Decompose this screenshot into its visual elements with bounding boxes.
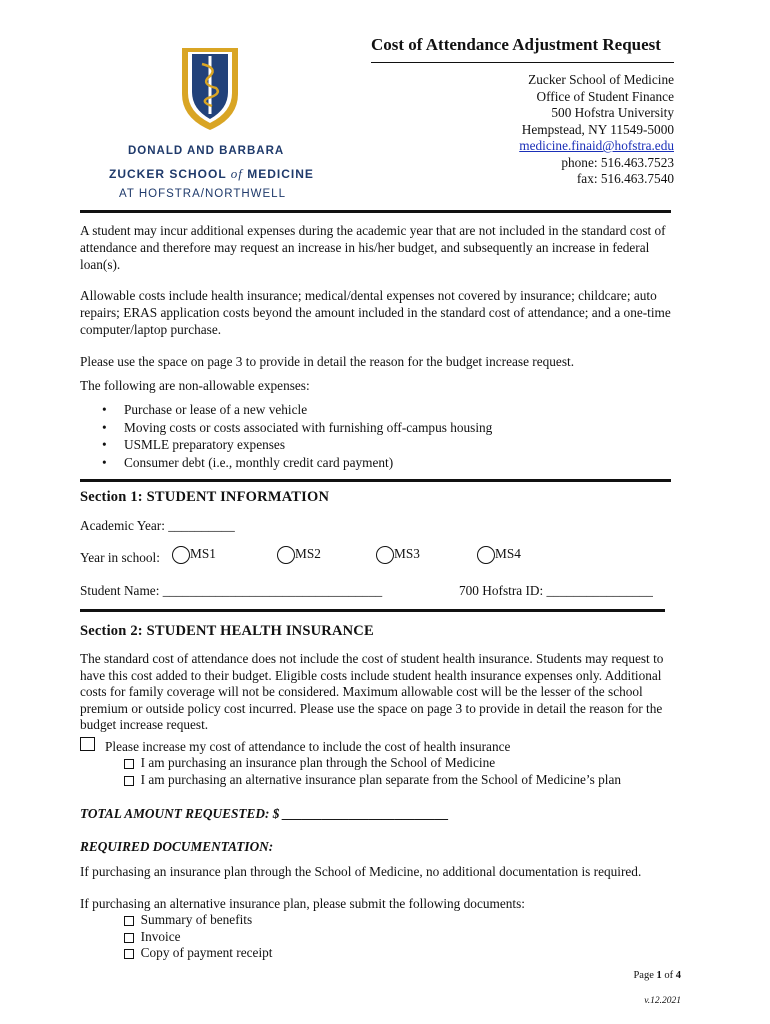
doc-label: Summary of benefits	[140, 912, 253, 927]
health-insurance-label: Please increase my cost of attendance to include the cost of health insurance	[105, 739, 511, 754]
checkbox[interactable]	[124, 759, 134, 769]
hofstra-id-field[interactable]: 700 Hofstra ID: ________________	[459, 583, 653, 598]
logo-line2-of: of	[230, 166, 243, 181]
section2-divider	[80, 609, 665, 612]
option-school-plan[interactable]	[124, 755, 495, 771]
page-of: of	[661, 970, 676, 981]
address-street: 500 Hofstra University	[551, 105, 674, 120]
address-office: Office of Student Finance	[536, 88, 674, 104]
radio-ms2[interactable]	[277, 546, 321, 564]
checkbox[interactable]	[124, 949, 134, 959]
year-in-school-label: Year in school:	[80, 550, 160, 565]
page-total: 4	[675, 970, 681, 981]
section1-heading: Section 1: STUDENT INFORMATION	[80, 489, 330, 505]
radio-circle[interactable]	[376, 546, 394, 564]
email-link[interactable]: medicine.finaid@hofstra.edu	[519, 138, 674, 153]
radio-label: MS3	[394, 546, 420, 562]
radio-ms3[interactable]	[376, 546, 420, 564]
doc-item[interactable]	[124, 945, 272, 961]
doc-label: Invoice	[140, 929, 181, 944]
radio-circle[interactable]	[477, 546, 495, 564]
radio-label: MS4	[495, 546, 521, 562]
required-docs-para-2: If purchasing an alternative insurance plan, please submit the following documents:	[80, 896, 525, 911]
total-amount-field[interactable]: TOTAL AMOUNT REQUESTED: $ _________________________	[80, 806, 449, 821]
option-label: I am purchasing an insurance plan through the School of Medicine	[140, 755, 496, 770]
health-insurance-checkbox[interactable]	[80, 737, 95, 751]
section2-heading: Section 2: STUDENT HEALTH INSURANCE	[80, 623, 374, 639]
list-item: • Moving costs or costs associated with furnishing off-campus housing	[80, 419, 675, 437]
radio-label: MS2	[295, 546, 321, 562]
section2-paragraph: The standard cost of attendance does not include the cost of student health insurance. Students may request to have this cost added to their budget. Eligible costs include student health insurance expenses only. Additional costs for family coverage will not be considered. Maximum allowable cost will be the lesser of the school premium or outside policy cost incurred. Please use the space on page 3 to provide in detail the reason for the budget increase request.	[80, 651, 664, 732]
list-item: • Consumer debt (i.e., monthly credit card payment)	[80, 454, 675, 472]
academic-year-field[interactable]: Academic Year: __________	[80, 518, 235, 533]
office-address	[519, 72, 674, 188]
form-title: Cost of Attendance Adjustment Request	[371, 35, 661, 54]
required-docs-heading: REQUIRED DOCUMENTATION:	[80, 839, 274, 854]
section1-divider	[80, 479, 671, 482]
page-current: 1	[656, 970, 662, 981]
radio-circle[interactable]	[172, 546, 190, 564]
list-item: • Purchase or lease of a new vehicle	[80, 401, 675, 419]
radio-label: MS1	[190, 546, 216, 562]
logo-line1: DONALD AND BARBARA	[128, 145, 285, 157]
checkbox[interactable]	[124, 916, 134, 926]
logo-line3: AT HOFSTRA/NORTHWELL	[119, 188, 286, 200]
option-label: I am purchasing an alternative insurance plan separate from the School of Medicine’s plan	[140, 772, 622, 787]
radio-circle[interactable]	[277, 546, 295, 564]
doc-item[interactable]	[124, 912, 252, 928]
radio-ms1[interactable]	[172, 546, 216, 564]
doc-item[interactable]	[124, 929, 181, 945]
page-prefix: Page	[633, 970, 657, 981]
intro-paragraph-2: Allowable costs include health insurance; medical/dental expenses not covered by insurance; childcare; auto repairs; ERAS application costs beyond the amount included in the standard cost of attendance; and a one-time computer/laptop purchase.	[80, 288, 671, 337]
school-crest-logo	[178, 44, 242, 132]
address-fax: fax: 516.463.7540	[576, 171, 674, 186]
checkbox[interactable]	[124, 776, 134, 786]
doc-label: Copy of payment receipt	[140, 945, 273, 960]
logo-line2-c: MEDICINE	[247, 167, 314, 181]
logo-line2-a: ZUCKER SCHOOL	[109, 167, 227, 181]
address-city: Hempstead, NY 11549-5000	[521, 121, 674, 137]
checkbox[interactable]	[124, 933, 134, 943]
title-rule	[371, 62, 674, 63]
non-allowable-list	[80, 401, 675, 471]
header-divider	[80, 210, 671, 213]
page-number	[633, 970, 681, 981]
address-school: Zucker School of Medicine	[528, 72, 674, 87]
intro-paragraph-4: The following are non-allowable expenses:	[80, 378, 310, 393]
list-item: • USMLE preparatory expenses	[80, 436, 675, 454]
version-label: v.12.2021	[644, 996, 681, 1006]
radio-ms4[interactable]	[477, 546, 521, 564]
student-name-field[interactable]: Student Name: _________________________________	[80, 583, 383, 598]
address-phone: phone: 516.463.7523	[561, 154, 674, 170]
required-docs-para-1: If purchasing an insurance plan through the School of Medicine, no additional documentation is required.	[80, 864, 642, 879]
logo-line2	[109, 166, 314, 182]
option-alternative-plan[interactable]	[124, 772, 621, 788]
intro-paragraph-3: Please use the space on page 3 to provide in detail the reason for the budget increase request.	[80, 354, 575, 369]
intro-paragraph-1: A student may incur additional expenses during the academic year that are not included in the standard cost of attendance and therefore may request an increase in his/her budget, and subsequently an increase in federal loan(s).	[80, 223, 666, 272]
